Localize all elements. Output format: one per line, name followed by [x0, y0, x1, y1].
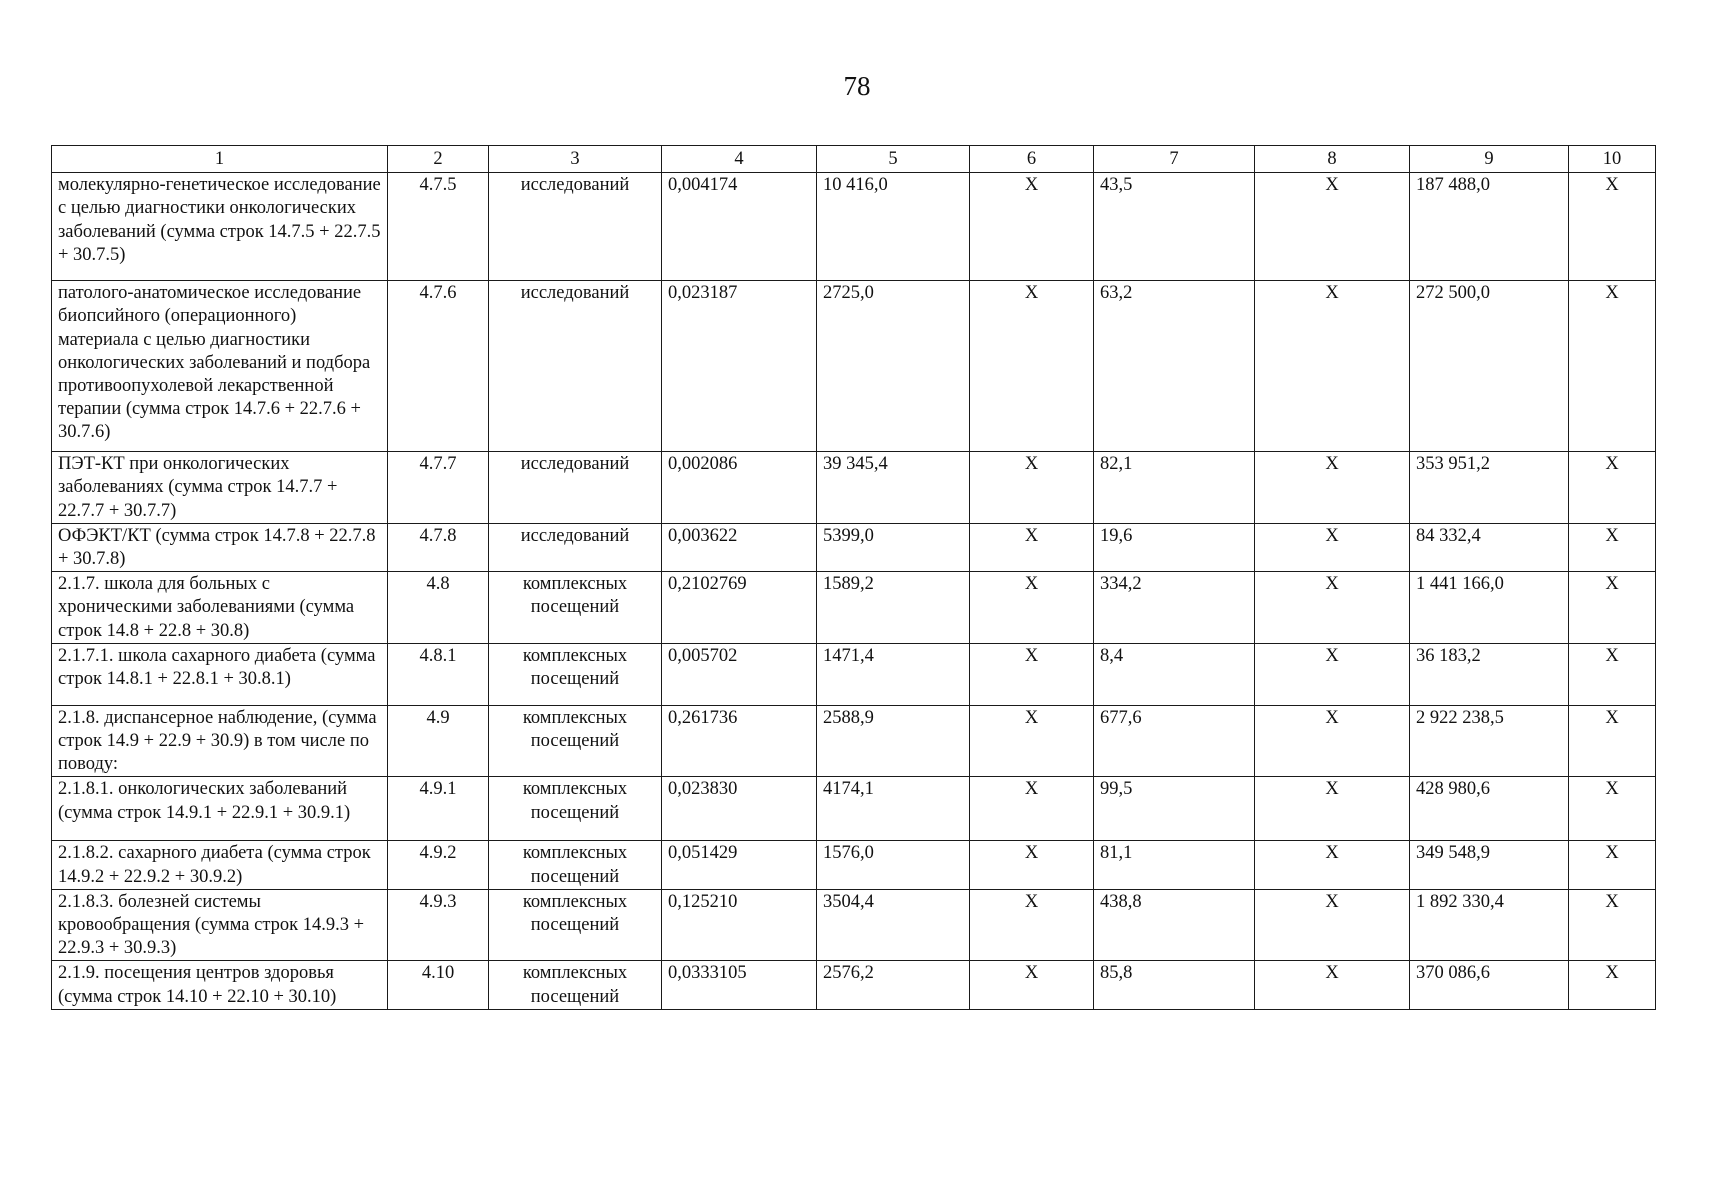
row-col9-cell: 2 922 238,5	[1410, 705, 1569, 777]
table-row	[52, 281, 1656, 452]
row-col5-cell: 1576,0	[817, 841, 970, 889]
column-header: 1	[52, 146, 388, 173]
table-row	[52, 452, 1656, 524]
row-unit-cell: исследований	[489, 281, 662, 452]
row-col8-cell: X	[1255, 572, 1410, 644]
row-col6-cell: X	[970, 841, 1094, 889]
row-col9-cell: 36 183,2	[1410, 643, 1569, 705]
row-col4-cell: 0,003622	[662, 523, 817, 571]
row-col8-cell: X	[1255, 889, 1410, 961]
column-header: 4	[662, 146, 817, 173]
row-col8-cell: X	[1255, 961, 1410, 1009]
row-col5-cell: 3504,4	[817, 889, 970, 961]
row-col8-cell: X	[1255, 841, 1410, 889]
row-col4-cell: 0,023187	[662, 281, 817, 452]
column-header: 8	[1255, 146, 1410, 173]
table-row	[52, 889, 1656, 961]
row-col4-cell: 0,261736	[662, 705, 817, 777]
row-col10-cell: X	[1569, 452, 1656, 524]
row-col6-cell: X	[970, 705, 1094, 777]
row-code-cell: 4.7.5	[388, 173, 489, 281]
row-col9-cell: 1 892 330,4	[1410, 889, 1569, 961]
row-col4-cell: 0,0333105	[662, 961, 817, 1009]
row-col6-cell: X	[970, 173, 1094, 281]
row-name-cell: 2.1.9. посещения центров здоровья (сумма строк 14.10 + 22.10 + 30.10)	[52, 961, 388, 1009]
row-col9-cell: 353 951,2	[1410, 452, 1569, 524]
row-code-cell: 4.8.1	[388, 643, 489, 705]
row-col7-cell: 8,4	[1094, 643, 1255, 705]
row-col10-cell: X	[1569, 889, 1656, 961]
row-col4-cell: 0,023830	[662, 777, 817, 841]
row-unit-cell: комплексных посещений	[489, 961, 662, 1009]
row-code-cell: 4.8	[388, 572, 489, 644]
row-col5-cell: 2588,9	[817, 705, 970, 777]
row-unit-cell: комплексных посещений	[489, 705, 662, 777]
column-header: 5	[817, 146, 970, 173]
row-unit-cell: комплексных посещений	[489, 889, 662, 961]
row-col6-cell: X	[970, 452, 1094, 524]
page-number: 78	[843, 71, 871, 101]
row-col8-cell: X	[1255, 643, 1410, 705]
row-col6-cell: X	[970, 572, 1094, 644]
row-name-cell: 2.1.8. диспансерное наблюдение, (сумма строк 14.9 + 22.9 + 30.9) в том числе по поводу:	[52, 705, 388, 777]
table-row	[52, 643, 1656, 705]
row-col7-cell: 438,8	[1094, 889, 1255, 961]
row-col10-cell: X	[1569, 777, 1656, 841]
row-col9-cell: 272 500,0	[1410, 281, 1569, 452]
row-col4-cell: 0,004174	[662, 173, 817, 281]
row-col7-cell: 63,2	[1094, 281, 1255, 452]
row-col6-cell: X	[970, 643, 1094, 705]
row-col8-cell: X	[1255, 705, 1410, 777]
row-col7-cell: 99,5	[1094, 777, 1255, 841]
row-unit-cell: исследований	[489, 523, 662, 571]
row-unit-cell: исследований	[489, 452, 662, 524]
row-name-cell: 2.1.8.1. онкологических заболеваний (сумма строк 14.9.1 + 22.9.1 + 30.9.1)	[52, 777, 388, 841]
column-header: 3	[489, 146, 662, 173]
data-table	[51, 145, 1656, 1010]
header-row	[52, 146, 1656, 173]
row-col8-cell: X	[1255, 281, 1410, 452]
row-col8-cell: X	[1255, 173, 1410, 281]
row-code-cell: 4.7.7	[388, 452, 489, 524]
table-row	[52, 961, 1656, 1009]
row-col8-cell: X	[1255, 777, 1410, 841]
row-name-cell: 2.1.8.2. сахарного диабета (сумма строк 14.9.2 + 22.9.2 + 30.9.2)	[52, 841, 388, 889]
row-name-cell: 2.1.7. школа для больных с хроническими заболеваниями (сумма строк 14.8 + 22.8 + 30.8)	[52, 572, 388, 644]
row-name-cell: патолого-анатомическое исследование биопсийного (операционного) материала с целью диагностики онкологических заболеваний и подбора противоопухолевой лекарственной терапии (сумма строк 14.7.6 + 22.7.6 + 30.7.6)	[52, 281, 388, 452]
row-col7-cell: 81,1	[1094, 841, 1255, 889]
column-header: 6	[970, 146, 1094, 173]
row-col6-cell: X	[970, 523, 1094, 571]
table-row	[52, 173, 1656, 281]
row-col9-cell: 428 980,6	[1410, 777, 1569, 841]
row-code-cell: 4.9.2	[388, 841, 489, 889]
row-col8-cell: X	[1255, 523, 1410, 571]
table-row	[52, 523, 1656, 571]
row-col4-cell: 0,002086	[662, 452, 817, 524]
row-col7-cell: 19,6	[1094, 523, 1255, 571]
row-unit-cell: исследований	[489, 173, 662, 281]
column-header: 2	[388, 146, 489, 173]
row-col7-cell: 82,1	[1094, 452, 1255, 524]
row-code-cell: 4.10	[388, 961, 489, 1009]
row-col7-cell: 677,6	[1094, 705, 1255, 777]
row-col9-cell: 349 548,9	[1410, 841, 1569, 889]
row-col5-cell: 39 345,4	[817, 452, 970, 524]
row-col4-cell: 0,051429	[662, 841, 817, 889]
table-row	[52, 841, 1656, 889]
row-col10-cell: X	[1569, 572, 1656, 644]
row-col8-cell: X	[1255, 452, 1410, 524]
table-body	[52, 173, 1656, 1010]
row-name-cell: ПЭТ-КТ при онкологических заболеваниях (сумма строк 14.7.7 + 22.7.7 + 30.7.7)	[52, 452, 388, 524]
row-col6-cell: X	[970, 777, 1094, 841]
row-unit-cell: комплексных посещений	[489, 841, 662, 889]
row-code-cell: 4.9.1	[388, 777, 489, 841]
row-col10-cell: X	[1569, 961, 1656, 1009]
row-col9-cell: 370 086,6	[1410, 961, 1569, 1009]
row-col4-cell: 0,005702	[662, 643, 817, 705]
row-name-cell: 2.1.7.1. школа сахарного диабета (сумма строк 14.8.1 + 22.8.1 + 30.8.1)	[52, 643, 388, 705]
row-col4-cell: 0,125210	[662, 889, 817, 961]
row-col10-cell: X	[1569, 841, 1656, 889]
row-col5-cell: 1471,4	[817, 643, 970, 705]
row-name-cell: молекулярно-генетическое исследование с целью диагностики онкологических заболеваний (сумма строк 14.7.5 + 22.7.5 + 30.7.5)	[52, 173, 388, 281]
row-col5-cell: 10 416,0	[817, 173, 970, 281]
row-unit-cell: комплексных посещений	[489, 777, 662, 841]
row-col9-cell: 187 488,0	[1410, 173, 1569, 281]
row-col5-cell: 4174,1	[817, 777, 970, 841]
row-col4-cell: 0,2102769	[662, 572, 817, 644]
column-header: 9	[1410, 146, 1569, 173]
row-col9-cell: 84 332,4	[1410, 523, 1569, 571]
row-col10-cell: X	[1569, 173, 1656, 281]
row-col10-cell: X	[1569, 523, 1656, 571]
row-col6-cell: X	[970, 889, 1094, 961]
row-code-cell: 4.9.3	[388, 889, 489, 961]
table-row	[52, 705, 1656, 777]
row-name-cell: 2.1.8.3. болезней системы кровообращения (сумма строк 14.9.3 + 22.9.3 + 30.9.3)	[52, 889, 388, 961]
row-col5-cell: 1589,2	[817, 572, 970, 644]
row-col7-cell: 43,5	[1094, 173, 1255, 281]
row-col9-cell: 1 441 166,0	[1410, 572, 1569, 644]
row-code-cell: 4.7.6	[388, 281, 489, 452]
column-header: 7	[1094, 146, 1255, 173]
row-col6-cell: X	[970, 961, 1094, 1009]
row-col10-cell: X	[1569, 705, 1656, 777]
row-code-cell: 4.9	[388, 705, 489, 777]
row-col5-cell: 2576,2	[817, 961, 970, 1009]
row-col10-cell: X	[1569, 643, 1656, 705]
row-col10-cell: X	[1569, 281, 1656, 452]
table-row	[52, 572, 1656, 644]
row-name-cell: ОФЭКТ/КТ (сумма строк 14.7.8 + 22.7.8 + 30.7.8)	[52, 523, 388, 571]
row-col5-cell: 2725,0	[817, 281, 970, 452]
row-col7-cell: 334,2	[1094, 572, 1255, 644]
row-col5-cell: 5399,0	[817, 523, 970, 571]
column-header: 10	[1569, 146, 1656, 173]
row-col7-cell: 85,8	[1094, 961, 1255, 1009]
row-unit-cell: комплексных посещений	[489, 572, 662, 644]
row-col6-cell: X	[970, 281, 1094, 452]
row-unit-cell: комплексных посещений	[489, 643, 662, 705]
table-row	[52, 777, 1656, 841]
row-code-cell: 4.7.8	[388, 523, 489, 571]
